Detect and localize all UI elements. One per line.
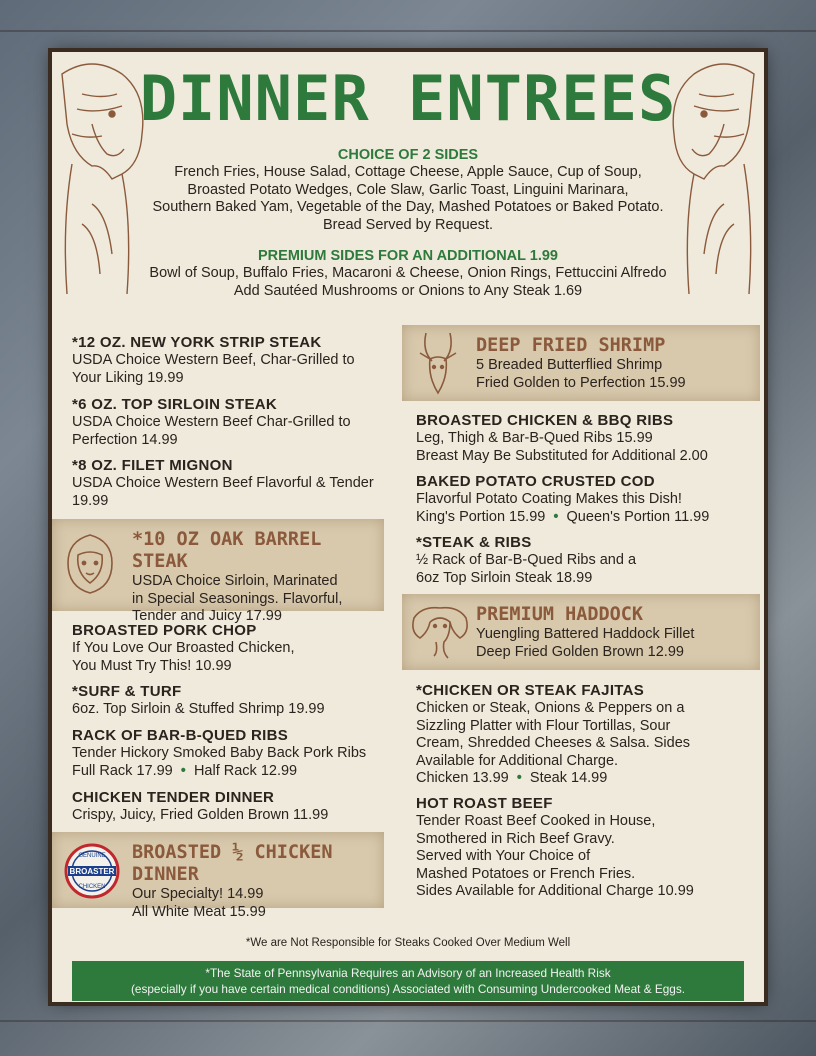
item-desc: Yuengling Battered Haddock Fillet xyxy=(476,626,695,642)
sides-line: Broasted Potato Wedges, Cole Slaw, Garlic Toast, Linguini Marinara, xyxy=(187,181,629,198)
price-option: Half Rack 12.99 xyxy=(193,762,298,779)
broaster-logo-icon xyxy=(64,843,120,899)
elephant-icon xyxy=(408,602,472,660)
item-desc: Leg, Thigh & Bar-B-Qued Ribs 15.99 xyxy=(416,430,653,446)
item-desc: Our Specialty! 14.99 xyxy=(132,886,264,902)
item-name: RACK OF BAR-B-QUED RIBS xyxy=(72,727,289,744)
item-name: HOT ROAST BEEF xyxy=(416,795,553,812)
featured-premium-haddock xyxy=(402,594,760,670)
item-name: BROASTED ½ CHICKEN DINNER xyxy=(132,842,333,885)
item-desc: Tender Roast Beef Cooked in House, xyxy=(416,813,656,829)
item-name: *STEAK & RIBS xyxy=(416,534,532,551)
antelope-icon xyxy=(416,331,460,395)
broaster-logo-middle: BROASTER xyxy=(69,867,115,876)
menu-item xyxy=(72,727,402,780)
featured-deep-fried-shrimp xyxy=(402,325,760,401)
item-desc: Served with Your Choice of xyxy=(416,848,591,865)
menu-item xyxy=(72,622,402,675)
item-name: BAKED POTATO CRUSTED COD xyxy=(416,473,655,490)
item-name: *CHICKEN OR STEAK FAJITAS xyxy=(416,682,645,699)
item-desc xyxy=(72,763,402,781)
menu-item xyxy=(72,396,402,449)
item-desc: in Special Seasonings. Flavorful, xyxy=(132,590,343,607)
item-name: *12 OZ. NEW YORK STRIP STEAK xyxy=(72,334,322,351)
item-desc: Tender and Juicy 17.99 xyxy=(132,608,282,625)
health-advisory-box xyxy=(72,961,744,1001)
item-desc: You Must Try This! 10.99 xyxy=(72,657,232,674)
item-desc: 6oz Top Sirloin Steak 18.99 xyxy=(416,569,593,586)
item-desc: USDA Choice Western Beef, Char-Grilled to xyxy=(72,352,355,368)
item-name: DEEP FRIED SHRIMP xyxy=(476,335,666,356)
item-desc: Fried Golden to Perfection 15.99 xyxy=(476,374,686,391)
item-desc: Sides Available for Additional Charge 10.99 xyxy=(416,883,694,900)
wood-grain xyxy=(0,30,816,32)
item-desc: USDA Choice Sirloin, Marinated xyxy=(132,573,338,589)
item-desc xyxy=(416,770,756,788)
menu-item xyxy=(72,334,402,387)
item-desc: 5 Breaded Butterflied Shrimp xyxy=(476,357,663,373)
item-desc: Sizzling Platter with Flour Tortillas, Sour xyxy=(416,717,671,734)
menu-item xyxy=(72,789,402,825)
menu-item xyxy=(416,412,756,465)
item-name: BROASTED PORK CHOP xyxy=(72,622,257,639)
item-desc: Mashed Potatoes or French Fries. xyxy=(416,865,636,882)
item-desc xyxy=(416,509,756,527)
item-desc: Tender Hickory Smoked Baby Back Pork Ribs xyxy=(72,745,367,761)
item-desc: Your Liking 19.99 xyxy=(72,369,184,386)
sides-line: Southern Baked Yam, Vegetable of the Day, Mashed Potatoes or Baked Potato. xyxy=(152,199,664,216)
featured-broasted-chicken-dinner xyxy=(52,832,384,920)
item-desc: USDA Choice Western Beef Char-Grilled to xyxy=(72,414,351,430)
item-name: *10 OZ OAK BARREL STEAK xyxy=(132,529,322,572)
item-name: *8 OZ. FILET MIGNON xyxy=(72,457,233,474)
premium-sides-line: Add Sautéed Mushrooms or Onions to Any Steak 1.69 xyxy=(233,282,583,299)
item-desc: Smothered in Rich Beef Gravy. xyxy=(416,830,615,847)
price-option: King's Portion 15.99 xyxy=(416,508,546,525)
menu-item xyxy=(416,473,756,526)
item-desc: All White Meat 15.99 xyxy=(132,903,266,920)
menu-item xyxy=(72,457,402,510)
sides-section xyxy=(122,146,694,234)
item-desc: USDA Choice Western Beef Flavorful & Tender xyxy=(72,475,374,491)
item-name: *6 OZ. TOP SIRLOIN STEAK xyxy=(72,396,278,413)
menu-item xyxy=(72,683,402,719)
item-desc: Available for Additional Charge. xyxy=(416,752,619,769)
item-name: PREMIUM HADDOCK xyxy=(476,604,644,625)
advisory-line: (especially if you have certain medical conditions) Associated with Consuming Undercooked Meat & Eggs. xyxy=(130,982,686,996)
menu-item xyxy=(416,534,756,587)
item-name: BROASTED CHICKEN & BBQ RIBS xyxy=(416,412,674,429)
price-option: Full Rack 17.99 xyxy=(72,762,173,779)
item-name: CHICKEN TENDER DINNER xyxy=(72,789,275,806)
wood-grain xyxy=(0,1020,816,1022)
item-desc: If You Love Our Broasted Chicken, xyxy=(72,640,295,656)
footnote: *We are Not Responsible for Steaks Cooked Over Medium Well xyxy=(245,937,571,949)
sides-heading: CHOICE OF 2 SIDES xyxy=(337,147,479,163)
sides-line: Bread Served by Request. xyxy=(322,216,494,233)
lion-icon xyxy=(64,533,116,595)
premium-sides-heading: PREMIUM SIDES FOR AN ADDITIONAL 1.99 xyxy=(258,248,558,264)
menu-item xyxy=(416,795,756,901)
price-option: Steak 14.99 xyxy=(529,770,608,787)
separator-dot: • xyxy=(176,762,190,779)
item-desc: Breast May Be Substituted for Additional 2.00 xyxy=(416,447,708,464)
sides-line: French Fries, House Salad, Cottage Cheese, Apple Sauce, Cup of Soup, xyxy=(174,164,642,180)
premium-sides-section xyxy=(92,247,724,300)
broaster-logo-bottom: CHICKEN xyxy=(78,884,106,890)
price-option: Queen's Portion 11.99 xyxy=(566,508,710,525)
advisory-line: *The State of Pennsylvania Requires an Advisory of an Increased Health Risk xyxy=(205,966,611,980)
item-desc: Deep Fried Golden Brown 12.99 xyxy=(476,643,684,660)
menu-item xyxy=(416,682,756,788)
premium-sides-line: Bowl of Soup, Buffalo Fries, Macaroni & Cheese, Onion Rings, Fettuccini Alfredo xyxy=(149,265,667,281)
separator-dot: • xyxy=(512,770,526,787)
price-option: Chicken 13.99 xyxy=(416,770,509,787)
menu-page xyxy=(52,52,764,1002)
broaster-logo-top: GENUINE xyxy=(78,853,106,859)
separator-dot: • xyxy=(549,508,563,525)
page-title: DINNER ENTREES xyxy=(139,62,677,135)
item-desc: Perfection 14.99 xyxy=(72,431,178,448)
item-name: *SURF & TURF xyxy=(72,683,182,700)
item-desc: 19.99 xyxy=(72,492,109,509)
item-desc: Cream, Shredded Cheeses & Salsa. Sides xyxy=(416,735,691,752)
item-desc: ½ Rack of Bar-B-Qued Ribs and a xyxy=(416,552,637,568)
featured-oak-barrel-steak xyxy=(52,519,384,625)
item-desc: 6oz. Top Sirloin & Stuffed Shrimp 19.99 xyxy=(72,701,325,717)
item-desc: Chicken or Steak, Onions & Peppers on a xyxy=(416,700,685,716)
item-desc: Crispy, Juicy, Fried Golden Brown 11.99 xyxy=(72,807,329,823)
item-desc: Flavorful Potato Coating Makes this Dish! xyxy=(416,491,682,507)
